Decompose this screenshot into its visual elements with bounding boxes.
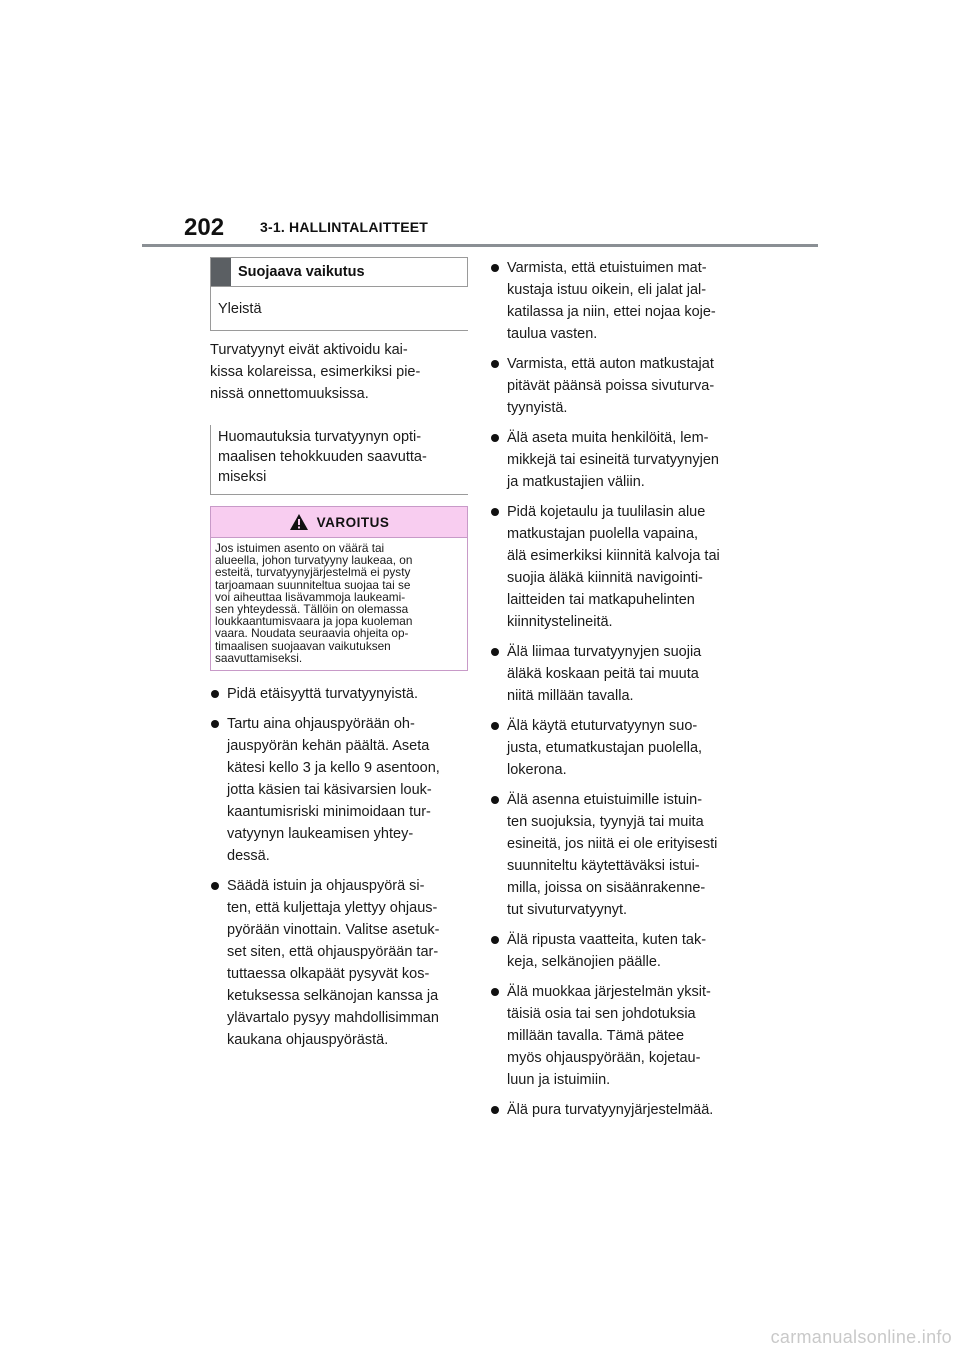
list-item-text: Varmista, että auton matkustajat pitävät päänsä poissa sivuturva- tyynyistä. <box>507 356 715 416</box>
list-item <box>210 683 468 705</box>
warning-triangle-icon <box>289 513 309 531</box>
warning-box <box>210 506 468 671</box>
list-item <box>490 501 752 633</box>
list-item <box>490 641 752 707</box>
list-item <box>490 1099 752 1121</box>
list-item-text: Varmista, että etuistuimen mat- kustaja istuu oikein, eli jalat jal- katilassa ja niin, ettei nojaa koje- taulua vasten. <box>507 260 716 342</box>
section-title: 3-1. HALLINTALAITTEET <box>260 219 429 235</box>
list-item <box>490 715 752 781</box>
list-item <box>210 713 468 867</box>
bullet-dot-icon <box>211 690 219 698</box>
section-marker <box>211 258 231 286</box>
bullet-dot-icon <box>491 264 499 272</box>
list-item-text: Älä pura turvatyynyjärjestelmää. <box>507 1102 714 1118</box>
watermark-link[interactable]: carmanualsonline.info <box>770 1327 952 1347</box>
list-item-text: Tartu aina ohjauspyörään oh- jauspyörän kehän päältä. Aseta kätesi kello 3 ja kello 9 asentoon, jotta käsien tai käsivarsien louk- kaantumisriski minimoidaan tur- vatyynyn laukeamisen yhtey- dessä. <box>227 716 440 865</box>
left-bullet-list <box>210 683 468 1051</box>
bullet-dot-icon <box>211 720 219 728</box>
list-item <box>210 875 468 1051</box>
warning-header <box>211 507 467 538</box>
section-heading-box <box>210 257 468 287</box>
bullet-dot-icon <box>491 434 499 442</box>
warning-text: Jos istuimen asento on väärä tai alueella, johon turvatyyny laukeaa, on esteitä, turvatyynyjärjestelmä ei pysty tarjoamaan suunniteltua suojaa tai se voi aiheuttaa lisävammoja laukeami- sen yhteydessä. Tällöin on olemassa loukkaantumisvaara ja jopa kuoleman vaara. Noudata seuraavia ohjeita op- timaalisen suojaavan vaikutuksen saavuttamiseksi. <box>215 541 413 665</box>
left-column <box>210 257 468 1059</box>
bullet-dot-icon <box>491 936 499 944</box>
list-item-text: Pidä kojetaulu ja tuulilasin alue matkustajan puolella vapaina, älä esimerkiksi kiinnitä kalvoja tai suojia äläkä kiinnitä navigointi- laitteiden tai matkapuhelinten kiinnitystelineitä. <box>507 504 720 630</box>
bullet-dot-icon <box>491 796 499 804</box>
list-item-text: Säädä istuin ja ohjauspyörä si- ten, että kuljettaja ylettyy ohjaus- pyörään vinottain. Valitse asetuk- set siten, että ohjauspyörään tar- tuttaessa olkapäät pysyvät kos- ketuksessa selkänojan kanssa ja ylävartalo pysyy mahdollisimman kaukana ohjauspyörästä. <box>227 878 440 1049</box>
list-item-text: Älä muokkaa järjestelmän yksit- täisiä osia tai sen johdotuksia millään tavalla. Tämä pätee myös ohjauspyörään, kojetau- luun ja istuimiin. <box>507 984 711 1088</box>
header-rule <box>142 244 818 247</box>
list-item-text: Älä asenna etuistuimille istuin- ten suojuksia, tyynyjä tai muita esineitä, jos niitä ei ole erityisesti suunniteltu käytettäväksi istui- milla, joissa on sisäänrakenne- tut sivuturvatyynyt. <box>507 792 718 918</box>
bullet-dot-icon <box>491 722 499 730</box>
intro-paragraph: Turvatyynyt eivät aktivoidu kai- kissa kolareissa, esimerkiksi pie- nissä onnettomuuksissa. <box>210 342 421 402</box>
section-heading: Suojaava vaikutus <box>238 264 365 280</box>
page-number: 202 <box>184 214 225 241</box>
bullet-dot-icon <box>491 1106 499 1114</box>
bullet-dot-icon <box>491 988 499 996</box>
list-item-text: Älä liimaa turvatyynyjen suojia äläkä koskaan peitä tai muuta niitä millään tavalla. <box>507 644 702 704</box>
list-item <box>490 257 752 345</box>
list-item-text: Älä ripusta vaatteita, kuten tak- keja, selkänojien päälle. <box>507 932 707 970</box>
right-column <box>490 257 752 1129</box>
list-item-text: Älä aseta muita henkilöitä, lem- mikkejä tai esineitä turvatyynyjen ja matkustajien väliin. <box>507 430 719 490</box>
list-item-text: Älä käytä etuturvatyynyn suo- justa, etumatkustajan puolella, lokerona. <box>507 718 703 778</box>
list-item <box>490 789 752 921</box>
bullet-dot-icon <box>491 648 499 656</box>
subheading-notes: Huomautuksia turvatyynyn opti- maalisen tehokkuuden saavutta- miseksi <box>210 425 468 495</box>
list-item <box>490 353 752 419</box>
list-item <box>490 929 752 973</box>
warning-title: VAROITUS <box>316 514 390 530</box>
bullet-dot-icon <box>491 360 499 368</box>
bullet-dot-icon <box>491 508 499 516</box>
subheading-general: Yleistä <box>210 287 468 331</box>
right-bullet-list <box>490 257 752 1121</box>
bullet-dot-icon <box>211 882 219 890</box>
list-item <box>490 981 752 1091</box>
list-item <box>490 427 752 493</box>
list-item-text: Pidä etäisyyttä turvatyynyistä. <box>227 686 418 703</box>
